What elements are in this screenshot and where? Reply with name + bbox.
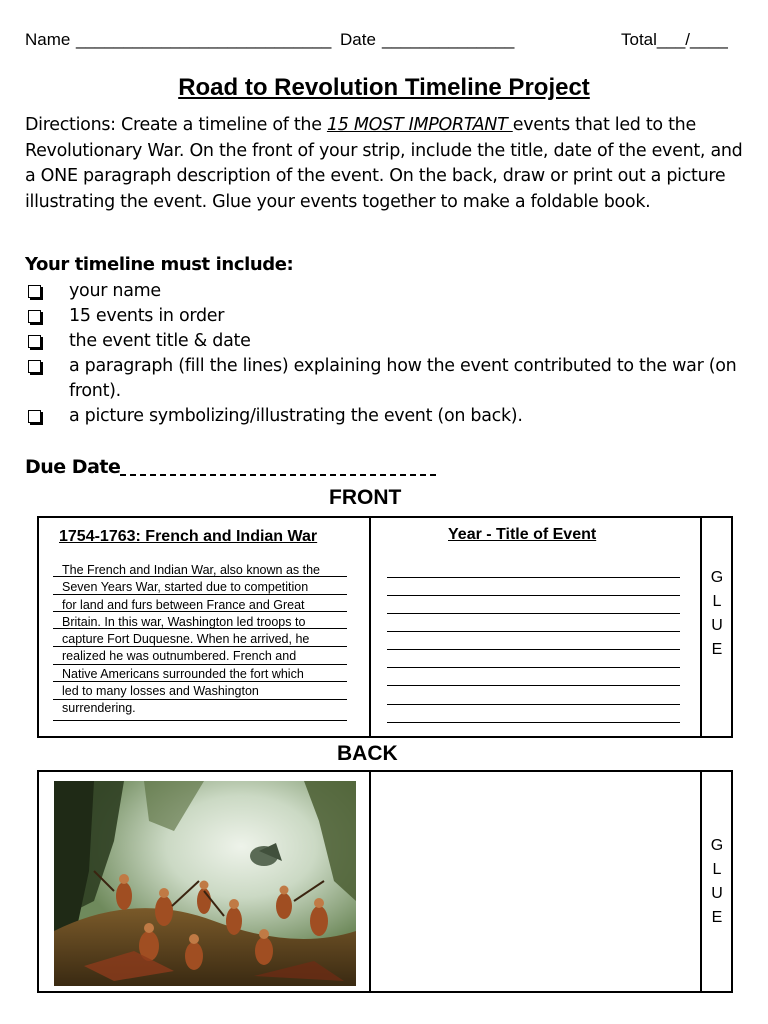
writing-line xyxy=(53,720,347,721)
due-date-blank[interactable] xyxy=(120,474,436,476)
writing-line xyxy=(53,699,347,700)
battle-painting xyxy=(54,781,356,986)
paragraph-line: Native Americans surrounded the fort which xyxy=(62,666,304,681)
back-glue-divider xyxy=(700,770,702,993)
list-item: the event title & date xyxy=(25,329,745,354)
date-blank[interactable]: ______________ xyxy=(382,30,515,49)
date-label: Date xyxy=(340,30,376,49)
battle-painting-image xyxy=(54,781,356,986)
paragraph-line: surrendering. xyxy=(62,701,136,716)
requirements-list xyxy=(25,279,745,429)
paragraph-line: for land and furs between France and Great xyxy=(62,597,305,612)
directions-paragraph xyxy=(25,113,745,215)
writing-line xyxy=(53,681,347,682)
template-event-title: Year - Title of Event xyxy=(448,526,597,543)
list-item: a paragraph (fill the lines) explaining how the event contributed to the war (on front). xyxy=(25,354,745,404)
checkbox-icon[interactable] xyxy=(28,285,41,298)
writing-line xyxy=(53,664,347,665)
writing-line[interactable] xyxy=(387,685,680,686)
writing-line xyxy=(53,628,347,629)
example-event-title: 1754-1763: French and Indian War xyxy=(59,528,318,545)
paragraph-line: Seven Years War, started due to competition xyxy=(62,580,309,595)
writing-line[interactable] xyxy=(387,595,680,596)
writing-line[interactable] xyxy=(387,631,680,632)
front-divider xyxy=(369,516,371,738)
example-event-paragraph xyxy=(62,562,352,718)
paragraph-line: led to many losses and Washington xyxy=(62,684,259,699)
paragraph-line: capture Fort Duquesne. When he arrived, he xyxy=(62,632,310,647)
writing-line xyxy=(53,576,347,577)
writing-line[interactable] xyxy=(387,667,680,668)
directions-rest: events that led to the Revolutionary War. On the front of your strip, include the title, date of the event, and a ONE paragraph description of the event. On the back, draw or print out a picture illustrating the event. Glue your events together to make a foldable book. xyxy=(25,115,743,212)
total-label: Total___/____ xyxy=(621,30,728,49)
page-title: Road to Revolution Timeline Project xyxy=(178,74,590,101)
directions-emphasis: 15 MOST IMPORTANT xyxy=(326,115,513,135)
back-divider xyxy=(369,770,371,993)
list-item: your name xyxy=(25,279,745,304)
writing-line[interactable] xyxy=(387,613,680,614)
writing-line[interactable] xyxy=(387,722,680,723)
paragraph-line: The French and Indian War, also known as the xyxy=(62,563,321,577)
paragraph-line: Britain. In this war, Washington led troops to xyxy=(62,614,306,629)
due-date-label: Due Date xyxy=(25,456,121,478)
writing-line xyxy=(53,646,347,647)
writing-line xyxy=(53,594,347,595)
front-label: FRONT xyxy=(329,486,402,509)
checkbox-icon[interactable] xyxy=(28,410,41,423)
checkbox-icon[interactable] xyxy=(28,360,41,373)
writing-line xyxy=(53,611,347,612)
writing-line[interactable] xyxy=(387,649,680,650)
front-glue-divider xyxy=(700,516,702,738)
writing-line[interactable] xyxy=(387,577,680,578)
front-glue-label: G L U E xyxy=(710,569,724,658)
name-label: Name xyxy=(25,30,71,49)
checkbox-icon[interactable] xyxy=(28,310,41,323)
list-item: 15 events in order xyxy=(25,304,745,329)
requirements-heading: Your timeline must include: xyxy=(25,254,294,275)
directions-intro: Directions: Create a timeline of the xyxy=(25,115,327,135)
name-blank[interactable]: ___________________________ xyxy=(76,30,332,49)
list-item: a picture symbolizing/illustrating the event (on back). xyxy=(25,404,745,429)
back-glue-label: G L U E xyxy=(710,837,724,926)
writing-line[interactable] xyxy=(387,704,680,705)
paragraph-line: realized he was outnumbered. French and xyxy=(62,649,297,664)
back-label: BACK xyxy=(337,742,398,765)
checkbox-icon[interactable] xyxy=(28,335,41,348)
